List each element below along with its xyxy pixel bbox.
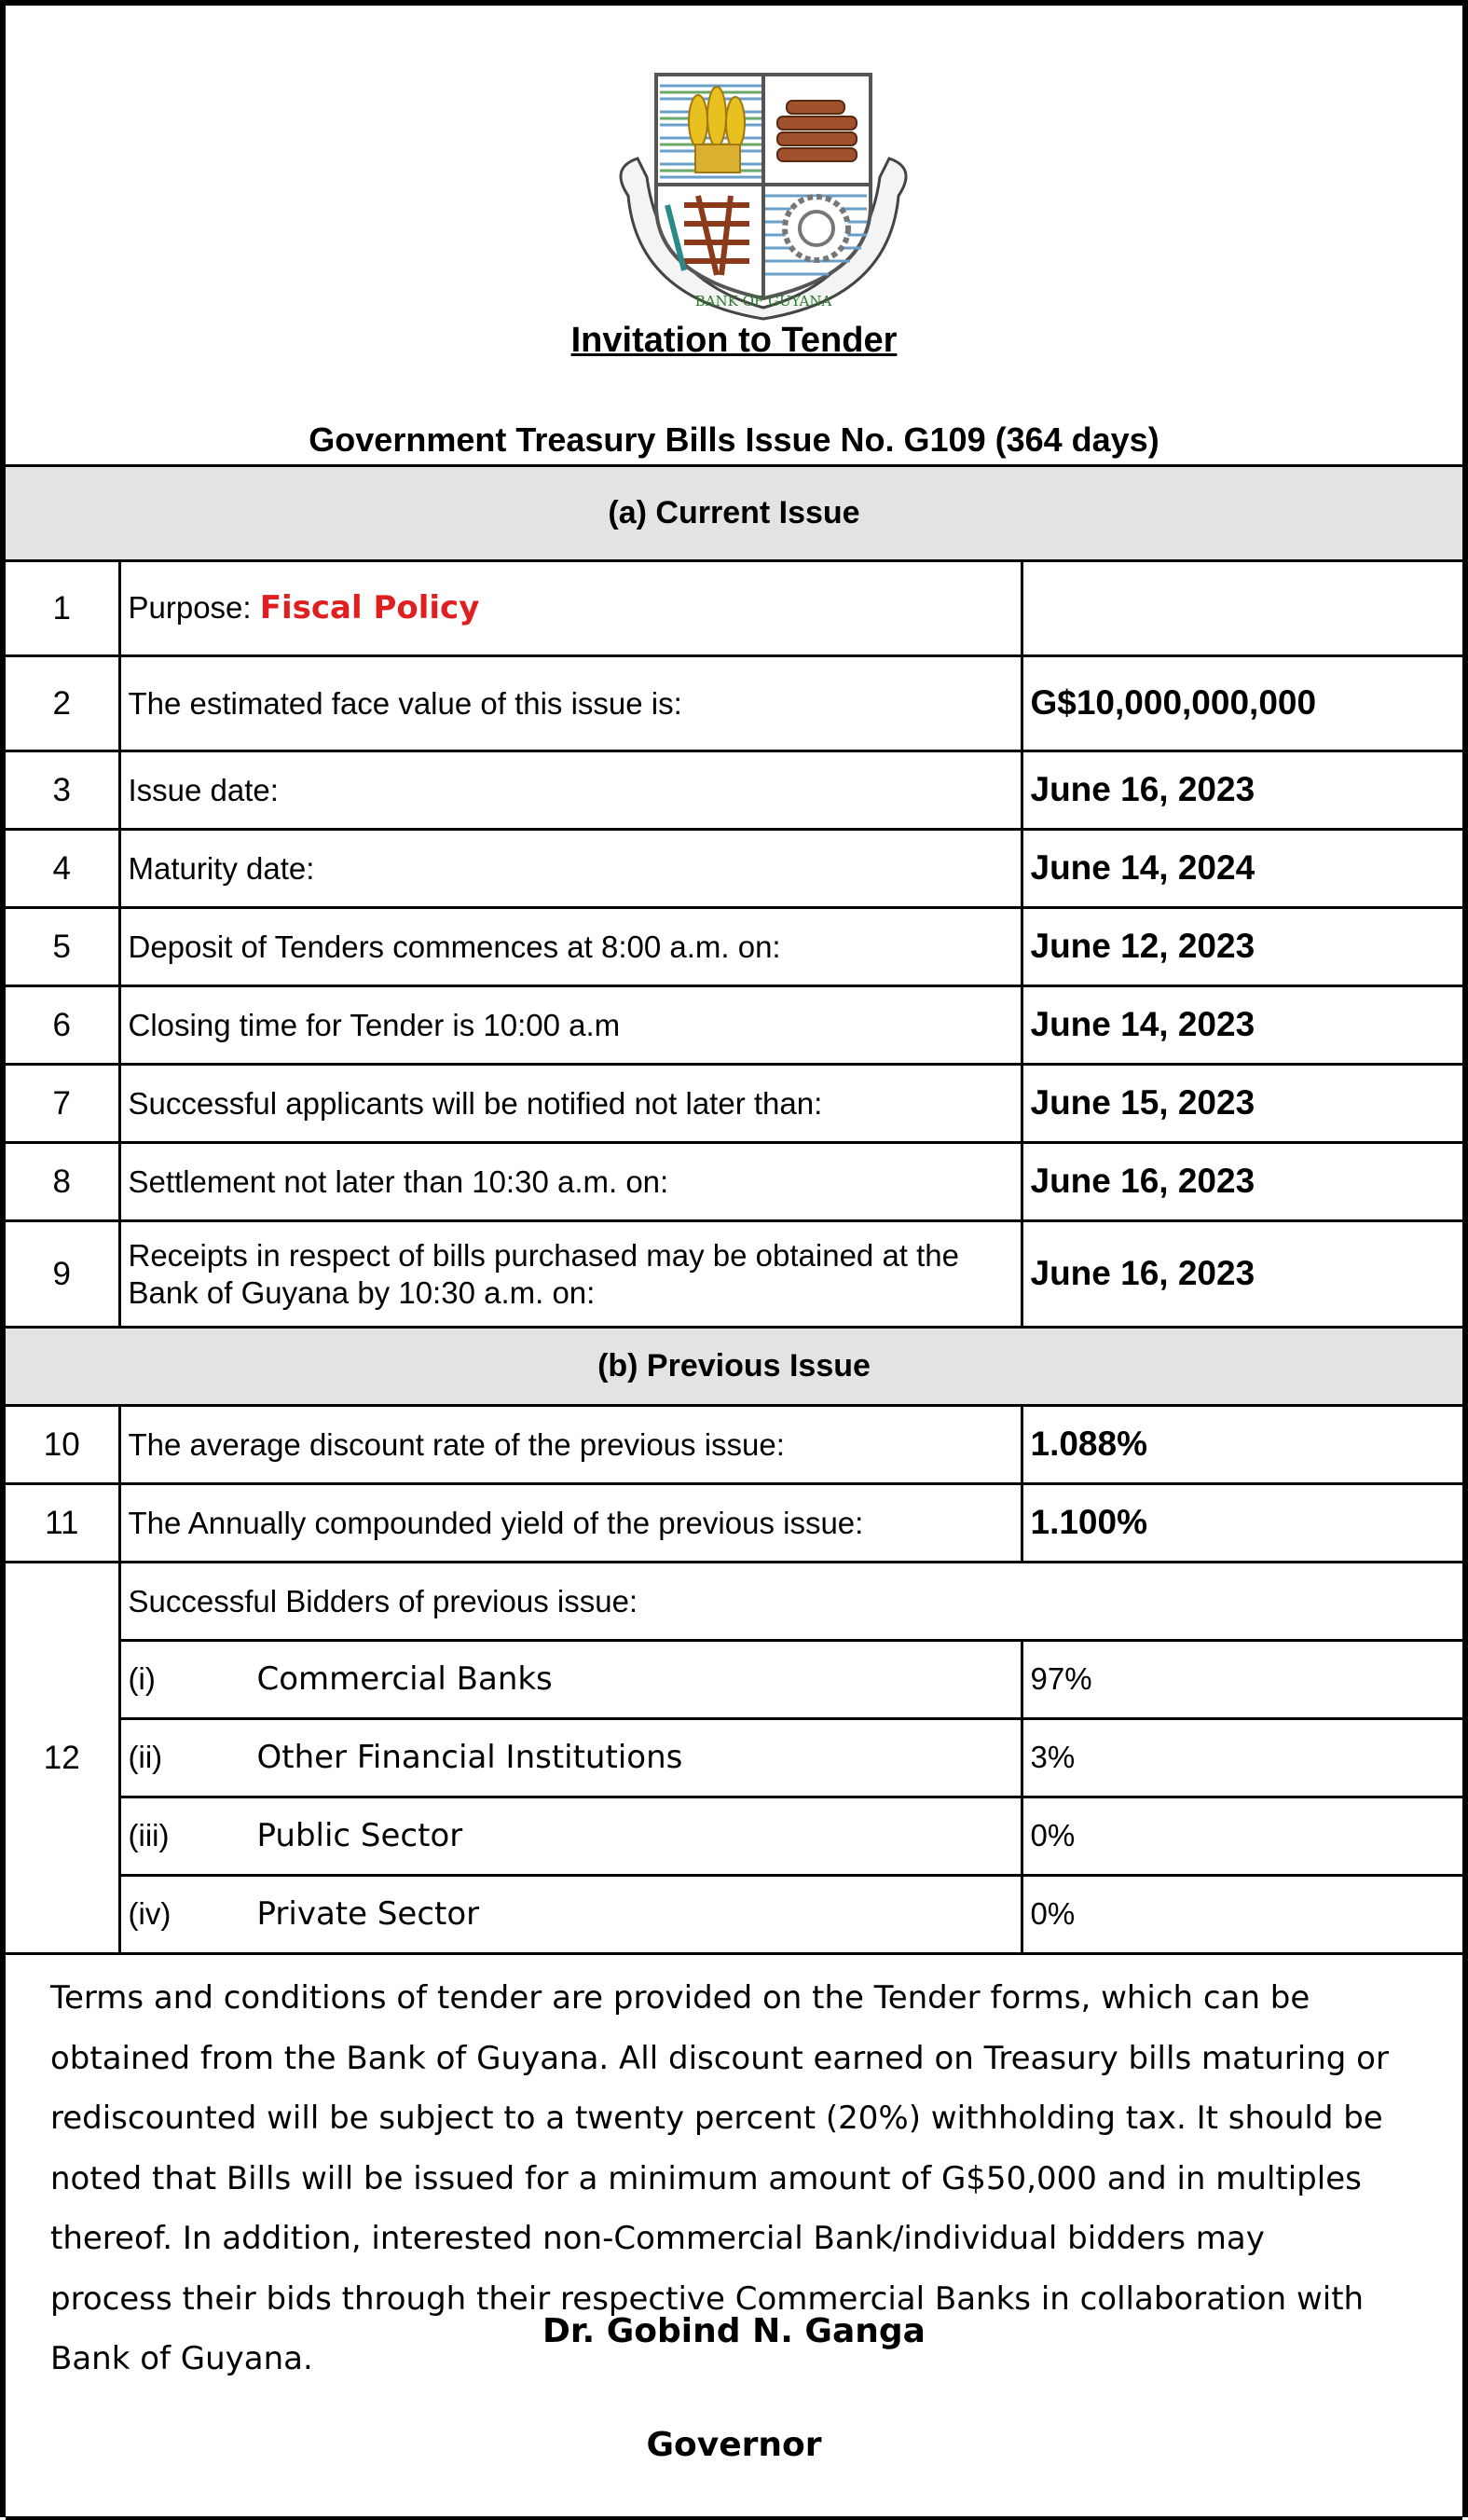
row-label: Closing time for Tender is 10:00 a.m: [119, 986, 1022, 1065]
row-number: 2: [6, 656, 119, 751]
bidders-label: Successful Bidders of previous issue:: [119, 1563, 1462, 1641]
bidder-roman: (i): [128, 1661, 156, 1697]
table-row: [6, 656, 1462, 751]
bidder-category: [119, 1797, 1022, 1876]
row-value: June 16, 2023: [1022, 1143, 1462, 1221]
bidder-percent: 97%: [1022, 1641, 1462, 1719]
terms-paragraph: Terms and conditions of tender are provided on the Tender forms, which can be obtained from the Bank of Guyana. All discount earned on Treasury bills maturing or rediscounted will be subject to a twenty percent (20%) withholding tax. It should be noted that Bills will be issued for a minimum amount of G$50,000 and in multiples thereof. In addition, interested non-Commercial Bank/individual bidders may process their bids through their respective Commercial Banks in collaboration with Bank of Guyana.: [50, 1979, 1389, 2377]
bidder-roman: (ii): [128, 1740, 163, 1775]
bidder-percent: 0%: [1022, 1876, 1462, 1954]
row-number: 9: [6, 1221, 119, 1328]
row-label: Issue date:: [119, 751, 1022, 830]
bidder-percent: 0%: [1022, 1797, 1462, 1876]
row-number: 3: [6, 751, 119, 830]
section-header-row: [6, 1328, 1462, 1406]
bidder-row: [6, 1797, 1462, 1876]
row-label: Settlement not later than 10:30 a.m. on:: [119, 1143, 1022, 1221]
section-header-row: [6, 466, 1462, 561]
previous-issue-heading: (b) Previous Issue: [6, 1328, 1462, 1406]
table-row: [6, 1484, 1462, 1563]
table-row: [6, 1563, 1462, 1641]
table-row: [6, 1065, 1462, 1143]
row-label: Successful applicants will be notified not later than:: [119, 1065, 1022, 1143]
signatory-name: Dr. Gobind N. Ganga: [542, 2312, 926, 2350]
table-row: [6, 986, 1462, 1065]
tender-details-table: [6, 464, 1462, 1955]
bidder-category: [119, 1876, 1022, 1954]
row-number: 8: [6, 1143, 119, 1221]
bank-of-guyana-crest-icon: [610, 65, 917, 323]
row-value: June 14, 2024: [1022, 830, 1462, 908]
table-row: [6, 830, 1462, 908]
row-number: 5: [6, 908, 119, 986]
bidder-row: [6, 1641, 1462, 1719]
purpose-label: Purpose:: [128, 590, 252, 626]
row-value: 1.100%: [1022, 1484, 1462, 1563]
row-number: 10: [6, 1406, 119, 1484]
table-row: [6, 1406, 1462, 1484]
row-number: 12: [6, 1563, 119, 1954]
issue-subtitle: Government Treasury Bills Issue No. G109 (364 days): [309, 420, 1159, 459]
row-label: The average discount rate of the previous issue:: [119, 1406, 1022, 1484]
bidder-name: Other Financial Institutions: [256, 1739, 683, 1777]
bidder-name: Public Sector: [256, 1817, 463, 1855]
bidder-row: [6, 1876, 1462, 1954]
row-label: Maturity date:: [119, 830, 1022, 908]
table-row: [6, 908, 1462, 986]
current-issue-heading: (a) Current Issue: [6, 466, 1462, 561]
row-number: 1: [6, 561, 119, 656]
bidder-percent: 3%: [1022, 1719, 1462, 1797]
row-number: 7: [6, 1065, 119, 1143]
row-label: Deposit of Tenders commences at 8:00 a.m. on:: [119, 908, 1022, 986]
row-value: June 16, 2023: [1022, 1221, 1462, 1328]
logo-text: BANK OF GUYANA: [694, 293, 832, 310]
row-value: June 12, 2023: [1022, 908, 1462, 986]
bidder-name: Private Sector: [256, 1895, 480, 1934]
bidder-category: [119, 1719, 1022, 1797]
bidder-name: Commercial Banks: [256, 1660, 553, 1699]
bidder-roman: (iv): [128, 1896, 171, 1932]
bidder-row: [6, 1719, 1462, 1797]
purpose-value: Fiscal Policy: [259, 589, 480, 627]
row-value: 1.088%: [1022, 1406, 1462, 1484]
table-row: [6, 1221, 1462, 1328]
row-value: [1022, 561, 1462, 656]
table-row: [6, 751, 1462, 830]
row-label: [119, 561, 1022, 656]
row-number: 4: [6, 830, 119, 908]
signatory-title: Governor: [646, 2426, 822, 2464]
row-label: The Annually compounded yield of the previous issue:: [119, 1484, 1022, 1563]
row-value: June 16, 2023: [1022, 751, 1462, 830]
bidder-roman: (iii): [128, 1818, 170, 1853]
row-label: The estimated face value of this issue is:: [119, 656, 1022, 751]
table-row: [6, 1143, 1462, 1221]
row-number: 11: [6, 1484, 119, 1563]
page-title: Invitation to Tender: [570, 321, 898, 360]
row-number: 6: [6, 986, 119, 1065]
row-value: G$10,000,000,000: [1022, 656, 1462, 751]
row-value: June 14, 2023: [1022, 986, 1462, 1065]
bidder-category: [119, 1641, 1022, 1719]
row-value: June 15, 2023: [1022, 1065, 1462, 1143]
table-row: [6, 561, 1462, 656]
row-label: Receipts in respect of bills purchased may be obtained at the Bank of Guyana by 10:30 a.m. on:: [119, 1221, 1022, 1328]
